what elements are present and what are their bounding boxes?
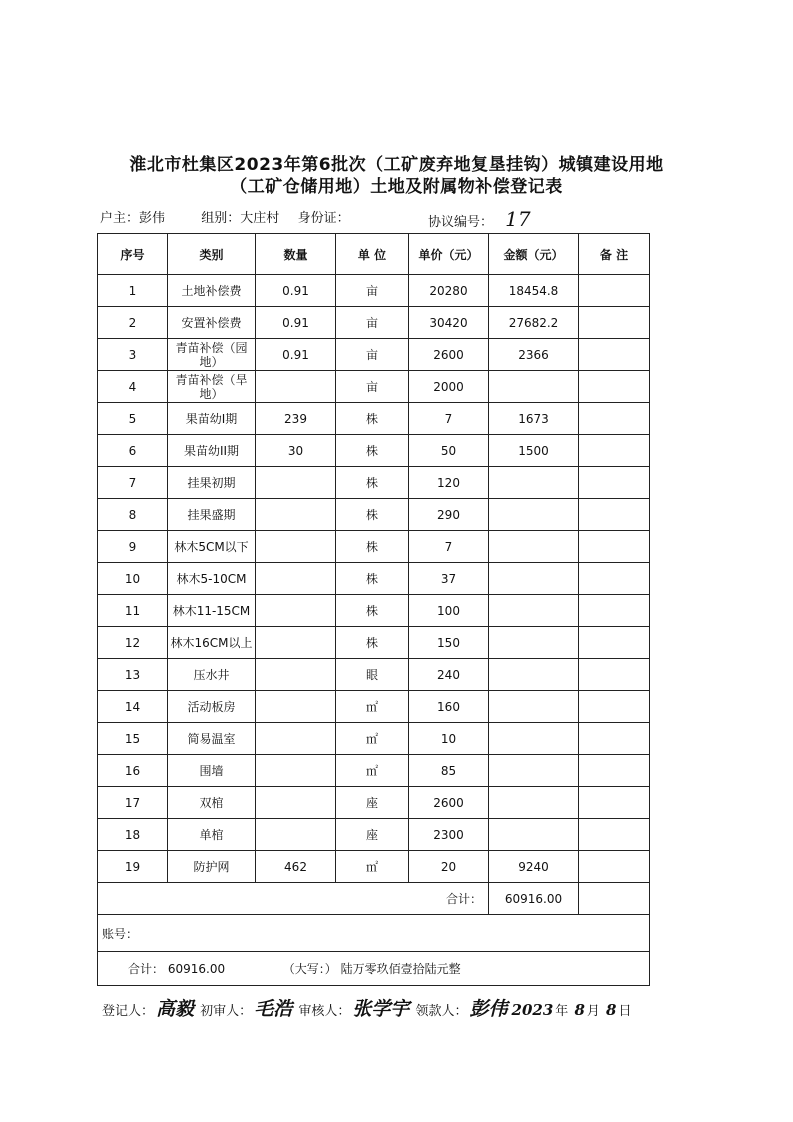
header-cell: 单 位 (336, 234, 409, 275)
row-price: 2600 (409, 339, 489, 371)
row-number: 3 (98, 339, 168, 371)
reviewer-signature: 张学宇 (352, 998, 410, 1020)
row-price: 290 (409, 499, 489, 531)
agreement-number: 17 (505, 207, 531, 231)
row-number: 7 (98, 467, 168, 499)
table-row (98, 723, 650, 755)
sum-label: 合计： (98, 883, 489, 915)
row-quantity (256, 499, 336, 531)
row-amount (489, 371, 579, 403)
row-remark (579, 531, 650, 563)
table-row (98, 403, 650, 435)
header-cell: 序号 (98, 234, 168, 275)
sum-remark (579, 883, 650, 915)
row-amount (489, 627, 579, 659)
row-amount (489, 467, 579, 499)
row-number: 10 (98, 563, 168, 595)
row-amount (489, 563, 579, 595)
row-unit: 株 (336, 563, 409, 595)
total-value: 60916.00 (167, 962, 226, 976)
compensation-table (97, 233, 650, 986)
row-number: 18 (98, 819, 168, 851)
table-row (98, 819, 650, 851)
row-unit: ㎡ (336, 723, 409, 755)
row-category: 双棺 (168, 787, 256, 819)
row-category: 土地补偿费 (168, 275, 256, 307)
reviewer-label: 审核人： (298, 1004, 351, 1019)
row-amount (489, 755, 579, 787)
signature-line (102, 994, 702, 1021)
total-row (98, 952, 650, 986)
row-amount: 9240 (489, 851, 579, 883)
row-quantity (256, 691, 336, 723)
row-price: 30420 (409, 307, 489, 339)
row-quantity (256, 627, 336, 659)
row-number: 5 (98, 403, 168, 435)
row-number: 9 (98, 531, 168, 563)
row-unit: 株 (336, 531, 409, 563)
row-remark (579, 435, 650, 467)
row-unit: 株 (336, 467, 409, 499)
row-remark (579, 659, 650, 691)
row-remark (579, 499, 650, 531)
row-quantity (256, 723, 336, 755)
row-unit: 株 (336, 403, 409, 435)
date-day: 8 (606, 1001, 617, 1019)
date-year: 2023 (511, 1001, 554, 1019)
row-remark (579, 851, 650, 883)
row-remark (579, 755, 650, 787)
row-quantity (256, 563, 336, 595)
row-unit: 亩 (336, 339, 409, 371)
row-amount: 18454.8 (489, 275, 579, 307)
table-row (98, 435, 650, 467)
row-amount: 1500 (489, 435, 579, 467)
group-name: 组别：大庄村 (201, 211, 280, 226)
table-row (98, 371, 650, 403)
row-price: 7 (409, 403, 489, 435)
row-remark (579, 563, 650, 595)
row-unit: 株 (336, 435, 409, 467)
form-title-line1: 淮北市杜集区2023年第6批次（工矿废弃地复垦挂钩）城镇建设用地 (129, 155, 664, 175)
row-unit: 株 (336, 499, 409, 531)
row-unit: 亩 (336, 371, 409, 403)
table-row (98, 531, 650, 563)
row-unit: ㎡ (336, 755, 409, 787)
form-title-line2: （工矿仓储用地）土地及附属物补偿登记表 (230, 177, 563, 197)
row-number: 8 (98, 499, 168, 531)
row-amount (489, 691, 579, 723)
table-row (98, 755, 650, 787)
table-row (98, 339, 650, 371)
row-unit: ㎡ (336, 691, 409, 723)
table-row (98, 499, 650, 531)
row-unit: 株 (336, 627, 409, 659)
row-quantity: 0.91 (256, 275, 336, 307)
row-amount: 2366 (489, 339, 579, 371)
row-number: 11 (98, 595, 168, 627)
total-cell (98, 952, 650, 986)
first-review-signature: 毛浩 (254, 998, 293, 1020)
registrar-signature: 高毅 (156, 998, 195, 1020)
month-char: 月 (586, 1004, 600, 1019)
row-remark (579, 787, 650, 819)
first-review-label: 初审人： (200, 1004, 253, 1019)
table-header-row (98, 234, 650, 275)
row-number: 14 (98, 691, 168, 723)
row-price: 120 (409, 467, 489, 499)
header-cell: 单价（元） (409, 234, 489, 275)
table-row (98, 627, 650, 659)
row-category: 果苗幼II期 (168, 435, 256, 467)
sum-value: 60916.00 (489, 883, 579, 915)
registrar-label: 登记人： (102, 1004, 155, 1019)
daxie-label: （大写：） (282, 962, 337, 976)
row-quantity: 0.91 (256, 307, 336, 339)
row-price: 2600 (409, 787, 489, 819)
row-unit: 亩 (336, 275, 409, 307)
table-row (98, 467, 650, 499)
row-amount (489, 531, 579, 563)
daxie-value: 陆万零玖佰壹拾陆元整 (340, 962, 461, 976)
row-category: 挂果初期 (168, 467, 256, 499)
row-unit: ㎡ (336, 851, 409, 883)
row-quantity: 462 (256, 851, 336, 883)
row-category: 林木5-10CM (168, 563, 256, 595)
row-quantity (256, 467, 336, 499)
row-amount: 1673 (489, 403, 579, 435)
receiver-label: 领款人： (415, 1004, 468, 1019)
row-remark (579, 403, 650, 435)
row-amount (489, 787, 579, 819)
row-price: 85 (409, 755, 489, 787)
row-unit: 亩 (336, 307, 409, 339)
table-row (98, 851, 650, 883)
account-label: 账号： (98, 915, 650, 952)
row-remark (579, 339, 650, 371)
sum-row (98, 883, 650, 915)
row-number: 12 (98, 627, 168, 659)
row-quantity: 0.91 (256, 339, 336, 371)
table-row (98, 691, 650, 723)
owner-name: 户主：彭伟 (100, 211, 166, 226)
row-amount (489, 659, 579, 691)
row-price: 50 (409, 435, 489, 467)
row-price: 160 (409, 691, 489, 723)
header-cell: 数量 (256, 234, 336, 275)
row-quantity (256, 659, 336, 691)
row-remark (579, 595, 650, 627)
row-price: 20280 (409, 275, 489, 307)
row-category: 林木5CM以下 (168, 531, 256, 563)
row-unit: 眼 (336, 659, 409, 691)
row-quantity (256, 595, 336, 627)
account-row (98, 915, 650, 952)
row-number: 1 (98, 275, 168, 307)
row-quantity (256, 531, 336, 563)
row-category: 单棺 (168, 819, 256, 851)
table-row (98, 307, 650, 339)
row-remark (579, 691, 650, 723)
row-category: 围墙 (168, 755, 256, 787)
row-price: 150 (409, 627, 489, 659)
row-category: 安置补偿费 (168, 307, 256, 339)
header-cell: 类别 (168, 234, 256, 275)
day-char: 日 (618, 1004, 632, 1019)
row-amount (489, 499, 579, 531)
year-char: 年 (555, 1004, 569, 1019)
row-category: 挂果盛期 (168, 499, 256, 531)
row-price: 20 (409, 851, 489, 883)
row-remark (579, 467, 650, 499)
row-remark (579, 275, 650, 307)
row-category: 青苗补偿（园地） (168, 339, 256, 371)
row-number: 17 (98, 787, 168, 819)
row-remark (579, 819, 650, 851)
table-row (98, 275, 650, 307)
header-cell: 备 注 (579, 234, 650, 275)
row-remark (579, 627, 650, 659)
row-remark (579, 723, 650, 755)
row-category: 活动板房 (168, 691, 256, 723)
row-price: 7 (409, 531, 489, 563)
row-category: 压水井 (168, 659, 256, 691)
row-quantity (256, 787, 336, 819)
row-price: 10 (409, 723, 489, 755)
table-row (98, 787, 650, 819)
row-quantity (256, 371, 336, 403)
row-category: 青苗补偿（旱地） (168, 371, 256, 403)
row-number: 13 (98, 659, 168, 691)
row-category: 林木16CM以上 (168, 627, 256, 659)
row-price: 100 (409, 595, 489, 627)
row-price: 2000 (409, 371, 489, 403)
row-number: 4 (98, 371, 168, 403)
row-amount (489, 819, 579, 851)
row-price: 37 (409, 563, 489, 595)
agreement-info (428, 207, 531, 231)
row-number: 6 (98, 435, 168, 467)
row-category: 果苗幼I期 (168, 403, 256, 435)
row-amount (489, 723, 579, 755)
table-row (98, 563, 650, 595)
row-price: 240 (409, 659, 489, 691)
table-row (98, 595, 650, 627)
row-quantity (256, 755, 336, 787)
row-number: 15 (98, 723, 168, 755)
row-number: 19 (98, 851, 168, 883)
row-number: 16 (98, 755, 168, 787)
row-quantity (256, 819, 336, 851)
date-month: 8 (574, 1001, 585, 1019)
row-number: 2 (98, 307, 168, 339)
row-category: 简易温室 (168, 723, 256, 755)
row-remark (579, 371, 650, 403)
row-unit: 株 (336, 595, 409, 627)
row-category: 防护网 (168, 851, 256, 883)
row-unit: 座 (336, 819, 409, 851)
row-category: 林木11-15CM (168, 595, 256, 627)
agreement-label: 协议编号： (428, 215, 494, 230)
row-quantity: 239 (256, 403, 336, 435)
header-cell: 金额（元） (489, 234, 579, 275)
id-card-label: 身份证： (297, 211, 350, 226)
row-remark (579, 307, 650, 339)
row-quantity: 30 (256, 435, 336, 467)
row-unit: 座 (336, 787, 409, 819)
row-price: 2300 (409, 819, 489, 851)
receiver-signature: 彭伟 (469, 998, 508, 1020)
row-amount (489, 595, 579, 627)
row-amount: 27682.2 (489, 307, 579, 339)
table-row (98, 659, 650, 691)
total-label: 合计： (128, 962, 165, 976)
owner-info (100, 207, 350, 226)
